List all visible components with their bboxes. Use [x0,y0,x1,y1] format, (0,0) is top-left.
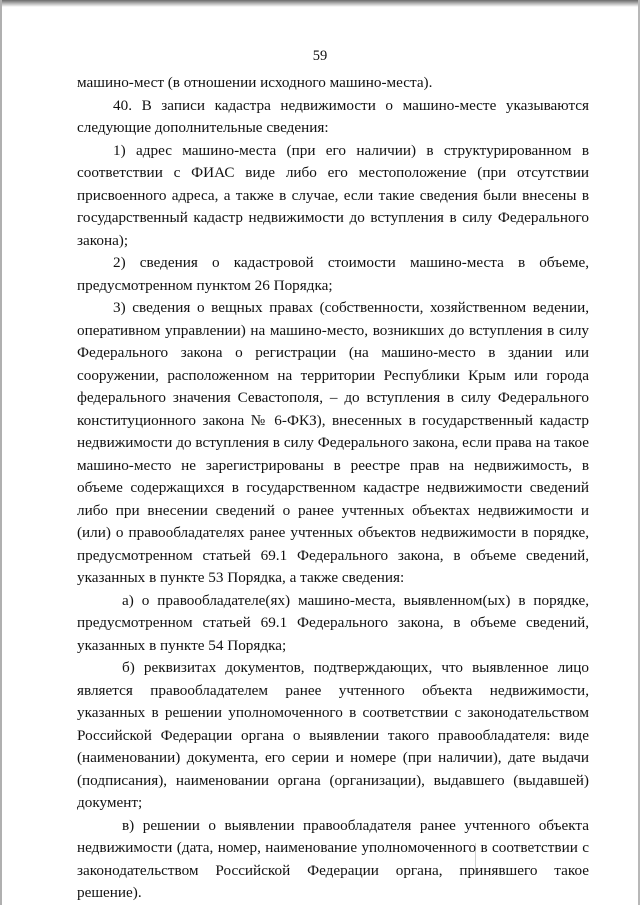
paragraph-letter-a: а) о правообладателе(ях) машино-места, выявленном(ых) в порядке, предусмотренном статьей 69.1 Федерального закона, в объеме сведений, указанных в пункте 54 Порядка; [77,591,589,654]
paragraph-subitem-3: 3) сведения о вещных правах (собственности, хозяйственном ведении, оперативном управлении) на машино-место, возникших до вступления в силу Федерального закона о регистрации (на машино-место в здании или сооружении, расположенном на территории Республики Крым или города федерального значения Севастополя, – до вступления в силу Федерального конституционного закона № 6-ФКЗ), внесенных в государственный кадастр недвижимости до вступления в силу Федерального закона, если права на такое машино-место не зарегистрированы в реестре прав на недвижимость, в объеме содержащихся в государственном кадастре недвижимости сведений либо при внесении сведений о ранее учтенных объектах недвижимости и (или) о правообладателях ранее учтенных объектов недвижимости в порядке, предусмотренном статьей 69.1 Федерального закона, в объеме сведений, указанных в пункте 53 Порядка, а также сведения: [77,299,589,586]
scan-edge-top [0,0,640,7]
document-body [77,72,589,905]
paragraph-letter-v: в) решении о выявлении правообладателя ранее учтенного объекта недвижимости (дата, номер, наименование уполномоченного в соответствии с законодательством Российской Федерации органа, принявшего такое решение). [77,816,589,901]
scan-edge-left [0,0,2,905]
paragraph-subitem-1: 1) адрес машино-места (при его наличии) в структурированном в соответствии с ФИАС виде либо его местоположение (при отсутствии присвоенного адреса, а также в случае, если такие сведения были внесены в государственный кадастр недвижимости до вступления в силу Федерального закона); [77,141,589,249]
paragraph-subitem-2: 2) сведения о кадастровой стоимости машино-места в объеме, предусмотренном пунктом 26 Порядка; [77,254,589,294]
paragraph-continuation: машино-мест (в отношении исходного машино-места). [77,74,433,91]
paragraph-item-40: 40. В записи кадастра недвижимости о машино-месте указываются следующие дополнительные сведения: [77,96,589,136]
page-number: 59 [312,48,328,64]
paragraph-letter-b: б) реквизитах документов, подтверждающих, что выявленное лицо является правообладателем ранее учтенного объекта недвижимости, указанных в решении уполномоченного в соответствии с законодательством Российской Федерации органа о выявлении такого правообладателя: виде (наименовании) документа, его серии и номере (при наличии), дате выдачи (подписания), наименовании органа (организации), выдавшего (выдавшей) документ; [77,659,589,811]
